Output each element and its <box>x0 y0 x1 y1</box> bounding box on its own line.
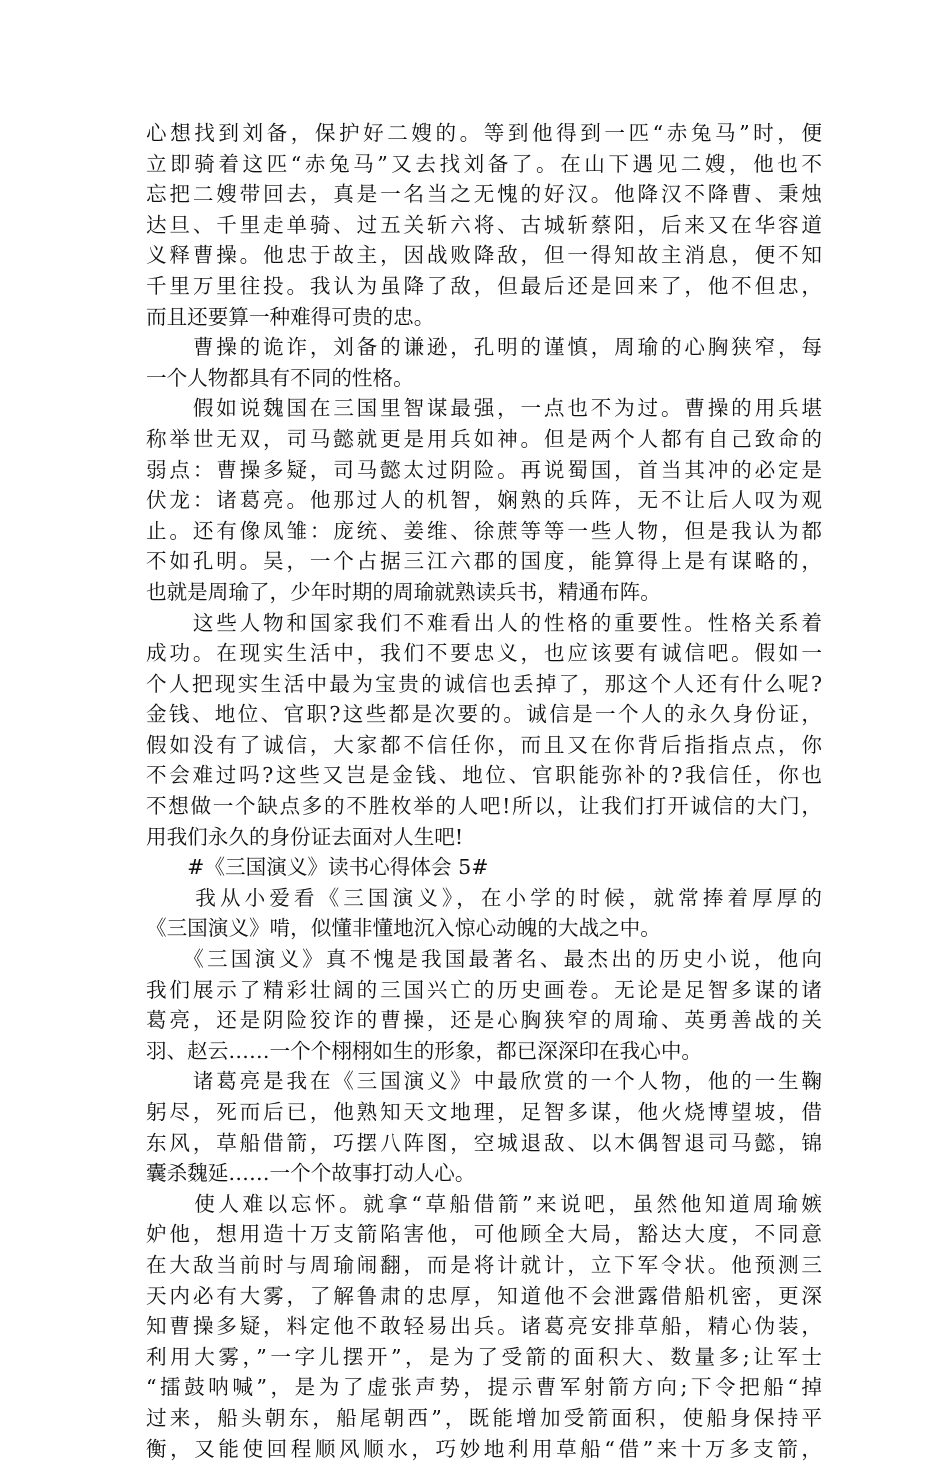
text-line: 金钱、地位、官职?这些都是次要的。诚信是一个人的永久身份证， <box>146 702 822 727</box>
text-line: 假如说魏国在三国里智谋最强，一点也不为过。曹操的用兵堪 <box>146 396 822 421</box>
text-line: 伏龙：诸葛亮。他那过人的机智，娴熟的兵阵，无不让后人叹为观 <box>146 488 822 513</box>
text-line: 衡，又能使回程顺风顺水，巧妙地利用草船“借”来十万多支箭， <box>146 1436 822 1461</box>
text-line: 葛亮，还是阴险狡诈的曹操，还是心胸狭窄的周瑜、英勇善战的关 <box>146 1008 822 1033</box>
text-line: 不如孔明。吴，一个占据三江六郡的国度，能算得上是有谋略的， <box>146 549 822 574</box>
text-line: 这些人物和国家我们不难看出人的性格的重要性。性格关系着 <box>146 610 822 635</box>
text-line: 成功。在现实生活中，我们不要忠义，也应该要有诚信吧。假如一 <box>146 641 822 666</box>
text-line: 假如没有了诚信，大家都不信任你，而且又在你背后指指点点，你 <box>146 732 822 757</box>
text-line: 也就是周瑜了，少年时期的周瑜就熟读兵书，精通布阵。 <box>146 579 661 604</box>
text-line: 我们展示了精彩壮阔的三国兴亡的历史画卷。无论是足智多谋的诸 <box>146 977 822 1002</box>
text-line: 不会难过吗?这些又岂是金钱、地位、官职能弥补的?我信任，你也 <box>146 763 822 788</box>
text-line: “擂鼓呐喊”，是为了虚张声势，提示曹军射箭方向;下令把船“掉 <box>146 1375 822 1400</box>
text-line: 东风，草船借箭，巧摆八阵图，空城退敌、以木偶智退司马懿，锦 <box>146 1130 822 1155</box>
text-line: 忘把二嫂带回去，真是一名当之无愧的好汉。他降汉不降曹、秉烛 <box>146 182 822 207</box>
text-line: #《三国演义》读书心得体会 5# <box>146 855 489 880</box>
text-line: 称举世无双，司马懿就更是用兵如神。但是两个人都有自己致命的 <box>146 426 822 451</box>
text-line: 不想做一个缺点多的不胜枚举的人吧!所以，让我们打开诚信的大门， <box>146 794 822 819</box>
text-line: 囊杀魏延……一个个故事打动人心。 <box>146 1161 476 1186</box>
text-line: 妒他，想用造十万支箭陷害他，可他顾全大局，豁达大度，不同意 <box>146 1222 822 1247</box>
text-line: 利用大雾，”一字儿摆开”，是为了受箭的面积大、数量多;让军士 <box>146 1344 822 1369</box>
text-line: 羽、赵云……一个个栩栩如生的形象，都已深深印在我心中。 <box>146 1038 703 1063</box>
body-text <box>146 118 822 1464</box>
text-line: 《三国演义》啃，似懂非懂地沉入惊心动魄的大战之中。 <box>146 916 661 941</box>
text-line: 躬尽，死而后已，他熟知天文地理，足智多谋，他火烧博望坡，借 <box>146 1100 822 1124</box>
text-line: 曹操的诡诈，刘备的谦逊，孔明的谨慎，周瑜的心胸狭窄，每 <box>146 335 822 360</box>
text-line: 止。还有像凤雏：庞统、姜维、徐蔗等等一些人物，但是我认为都 <box>146 518 822 543</box>
text-line: 而且还要算一种难得可贵的忠。 <box>146 304 435 329</box>
text-line: 立即骑着这匹“赤兔马”又去找刘备了。在山下遇见二嫂，他也不 <box>146 151 822 176</box>
text-line: 在大敌当前时与周瑜闹翻，而是将计就计，立下军令状。他预测三 <box>146 1252 822 1277</box>
text-line: 天内必有大雾，了解鲁肃的忠厚，知道他不会泄露借船机密，更深 <box>146 1283 822 1308</box>
text-line: 弱点：曹操多疑，司马懿太过阴险。再说蜀国，首当其冲的必定是 <box>146 457 822 482</box>
text-line: 知曹操多疑，料定他不敢轻易出兵。诸葛亮安排草船，精心伪装， <box>146 1314 822 1339</box>
text-line: 达旦、千里走单骑、过五关斩六将、古城斩蔡阳，后来又在华容道 <box>146 212 822 237</box>
text-line: 诸葛亮是我在《三国演义》中最欣赏的一个人物，他的一生鞠 <box>146 1069 822 1094</box>
text-line: 义释曹操。他忠于故主，因战败降敌，但一得知故主消息，便不知 <box>146 243 822 268</box>
text-line: 我从小爱看《三国演义》，在小学的时候，就常捧着厚厚的 <box>146 885 822 910</box>
text-line: 用我们永久的身份证去面对人生吧! <box>146 824 464 849</box>
text-line: 个人把现实生活中最为宝贵的诚信也丢掉了，那这个人还有什么呢? <box>146 671 822 696</box>
text-line: 千里万里往投。我认为虽降了敌，但最后还是回来了，他不但忠， <box>146 273 822 298</box>
text-line: 心想找到刘备，保护好二嫂的。等到他得到一匹“赤兔马”时，便 <box>146 121 822 145</box>
text-line: 使人难以忘怀。就拿“草船借箭”来说吧，虽然他知道周瑜嫉 <box>146 1191 822 1216</box>
text-line: 过来，船头朝东，船尾朝西”，既能增加受箭面积，使船身保持平 <box>146 1405 822 1430</box>
text-line: 《三国演义》真不愧是我国最著名、最杰出的历史小说，他向 <box>146 947 822 972</box>
text-line: 一个人物都具有不同的性格。 <box>146 365 414 390</box>
